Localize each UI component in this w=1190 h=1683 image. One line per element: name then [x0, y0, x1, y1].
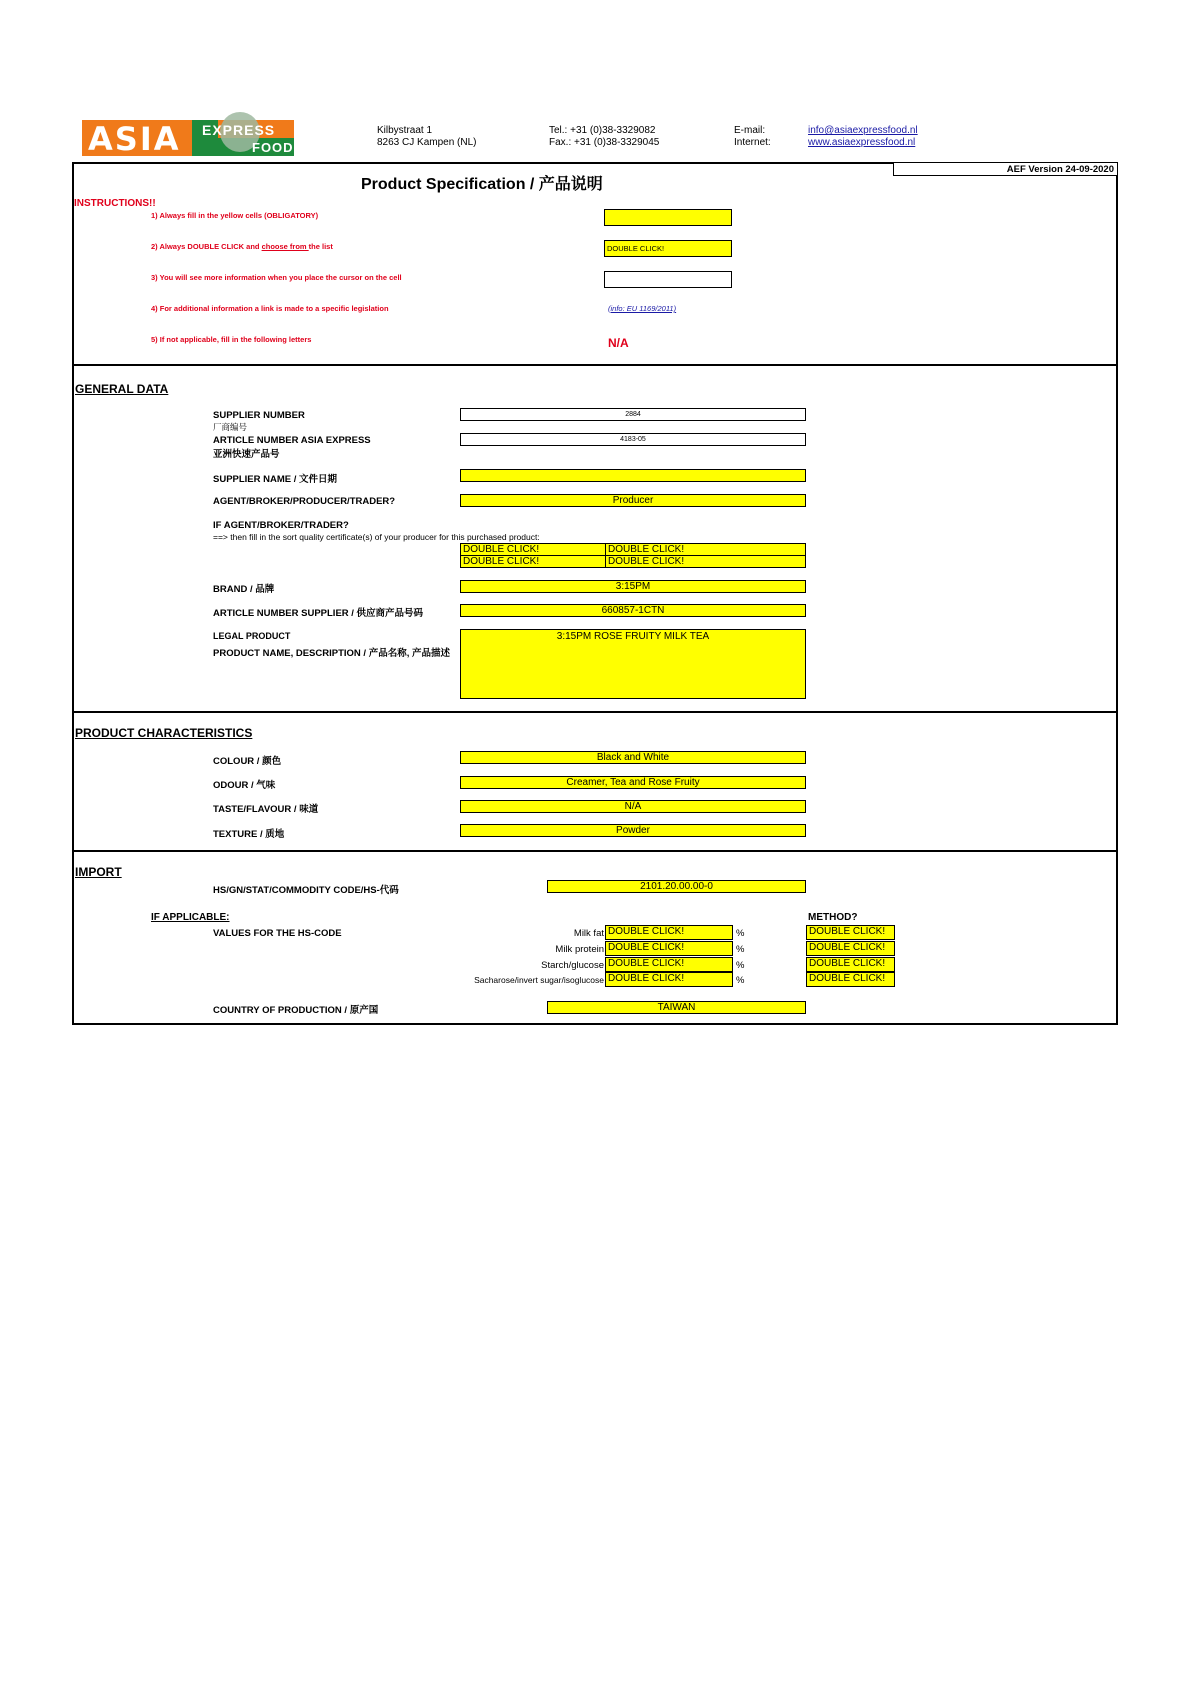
method-select[interactable]: DOUBLE CLICK!: [806, 957, 895, 972]
hs-value-name: Sacharose/invert sugar/isoglucose: [474, 975, 604, 985]
hs-code-field[interactable]: 2101.20.00.00-0: [547, 880, 806, 893]
version-box: AEF Version 24-09-2020: [893, 162, 1118, 176]
method-select[interactable]: DOUBLE CLICK!: [806, 941, 895, 956]
characteristics-heading: PRODUCT CHARACTERISTICS: [75, 726, 253, 740]
agent-select[interactable]: Producer: [460, 494, 806, 507]
fax-number: Fax.: +31 (0)38-3329045: [549, 137, 660, 148]
hs-value-unit: %: [736, 960, 745, 971]
section-divider: [72, 364, 1118, 366]
taste-label: TASTE/FLAVOUR / 味道: [213, 804, 319, 815]
texture-field[interactable]: Powder: [460, 824, 806, 837]
internet-label: Internet:: [734, 137, 771, 148]
country-field[interactable]: TAIWAN: [547, 1001, 806, 1014]
example-yellow-cell[interactable]: [604, 209, 732, 226]
brand-label: BRAND / 品牌: [213, 584, 275, 595]
texture-label: TEXTURE / 质地: [213, 829, 285, 840]
legal-product-label: LEGAL PRODUCT: [213, 631, 291, 641]
not-applicable-example: N/A: [608, 336, 629, 350]
hs-value-unit: %: [736, 975, 745, 986]
method-select[interactable]: DOUBLE CLICK!: [806, 972, 895, 987]
legislation-link[interactable]: (info: EU 1169/2011): [608, 304, 677, 313]
hs-value-name: Milk protein: [555, 944, 604, 955]
if-agent-label: IF AGENT/BROKER/TRADER?: [213, 520, 349, 531]
company-logo: ASIA EXPRESS FOOD: [82, 112, 294, 160]
certificate-select[interactable]: DOUBLE CLICK!: [605, 543, 806, 556]
address-line-1: Kilbystraat 1: [377, 125, 433, 136]
hs-value-name: Milk fat: [573, 928, 604, 939]
product-name-label: PRODUCT NAME, DESCRIPTION / 产品名称, 产品描述: [213, 648, 450, 659]
values-hs-label: VALUES FOR THE HS-CODE: [213, 928, 342, 939]
phone-number: Tel.: +31 (0)38-3329082: [549, 125, 656, 136]
supplier-number-label: SUPPLIER NUMBER: [213, 410, 305, 421]
supplier-name-field[interactable]: [460, 469, 806, 482]
supplier-number-field[interactable]: 2884: [460, 408, 806, 421]
country-label: COUNTRY OF PRODUCTION / 原产国: [213, 1005, 379, 1016]
instructions-heading: INSTRUCTIONS!!: [74, 198, 156, 209]
instruction-5: 5) If not applicable, fill in the following letters: [151, 335, 312, 344]
if-agent-note: ==> then fill in the sort quality certificate(s) of your producer for this purchased product:: [213, 532, 540, 542]
hs-value-select[interactable]: DOUBLE CLICK!: [605, 925, 733, 940]
supplier-name-label: SUPPLIER NAME / 文件日期: [213, 474, 338, 485]
section-divider: [72, 850, 1118, 852]
page-title: Product Specification / 产品说明: [361, 176, 603, 193]
article-supplier-label: ARTICLE NUMBER SUPPLIER / 供应商产品号码: [213, 608, 424, 619]
example-info-cell[interactable]: [604, 271, 732, 288]
email-label: E-mail:: [734, 125, 766, 136]
taste-field[interactable]: N/A: [460, 800, 806, 813]
instruction-3: 3) You will see more information when you place the cursor on the cell: [151, 273, 402, 282]
method-select[interactable]: DOUBLE CLICK!: [806, 925, 895, 940]
article-number-label: ARTICLE NUMBER ASIA EXPRESS: [213, 435, 371, 446]
instruction-4: 4) For additional information a link is made to a specific legislation: [151, 304, 389, 313]
hs-value-unit: %: [736, 944, 745, 955]
address-line-2: 8263 CJ Kampen (NL): [377, 137, 477, 148]
odour-label: ODOUR / 气味: [213, 780, 276, 791]
hs-value-select[interactable]: DOUBLE CLICK!: [605, 941, 733, 956]
hs-value-select[interactable]: DOUBLE CLICK!: [605, 972, 733, 987]
supplier-number-label-cn: 厂商编号: [213, 422, 248, 432]
colour-field[interactable]: Black and White: [460, 751, 806, 764]
import-heading: IMPORT: [75, 865, 122, 879]
colour-label: COLOUR / 颜色: [213, 756, 282, 767]
article-number-field[interactable]: 4183-05: [460, 433, 806, 446]
section-divider: [72, 711, 1118, 713]
email-link[interactable]: info@asiaexpressfood.nl: [808, 125, 918, 136]
if-applicable-label: IF APPLICABLE:: [151, 912, 230, 923]
odour-field[interactable]: Creamer, Tea and Rose Fruity: [460, 776, 806, 789]
hs-value-name: Starch/glucose: [541, 960, 604, 971]
certificate-select[interactable]: DOUBLE CLICK!: [460, 555, 606, 568]
hs-value-select[interactable]: DOUBLE CLICK!: [605, 957, 733, 972]
certificate-select[interactable]: DOUBLE CLICK!: [460, 543, 606, 556]
agent-label: AGENT/BROKER/PRODUCER/TRADER?: [213, 496, 396, 507]
article-supplier-field[interactable]: 660857-1CTN: [460, 604, 806, 617]
certificate-select[interactable]: DOUBLE CLICK!: [605, 555, 806, 568]
brand-field[interactable]: 3:15PM: [460, 580, 806, 593]
instruction-1: 1) Always fill in the yellow cells (OBLIGATORY): [151, 211, 319, 220]
article-number-label-cn: 亚洲快速产品号: [213, 449, 280, 460]
product-name-field[interactable]: 3:15PM ROSE FRUITY MILK TEA: [460, 629, 806, 699]
website-link[interactable]: www.asiaexpressfood.nl: [808, 137, 916, 148]
instruction-2: 2) Always DOUBLE CLICK and choose from the list: [151, 242, 333, 251]
general-data-heading: GENERAL DATA: [75, 382, 169, 396]
example-double-click-cell[interactable]: DOUBLE CLICK!: [604, 240, 732, 257]
method-label: METHOD?: [808, 912, 858, 923]
hs-code-label: HS/GN/STAT/COMMODITY CODE/HS-代码: [213, 885, 399, 896]
hs-value-unit: %: [736, 928, 745, 939]
